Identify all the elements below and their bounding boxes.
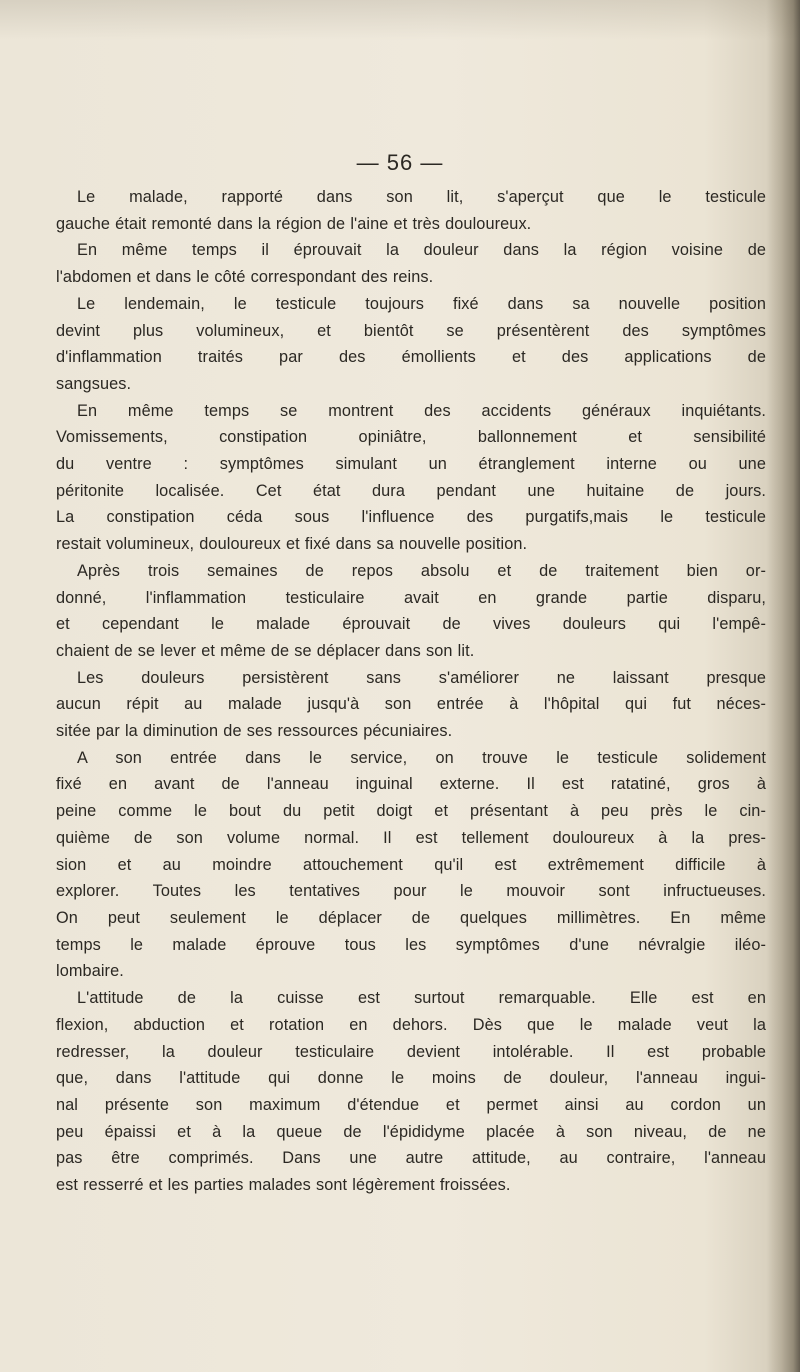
- text-line: La constipation céda sous l'influence des purgatifs,mais le testicule: [56, 508, 766, 527]
- text-line: nal présente son maximum d'étendue et permet ainsi au cordon un: [56, 1095, 766, 1114]
- text-line: Le lendemain, le testicule toujours fixé dans sa nouvelle position: [77, 294, 766, 313]
- text-line: En même temps il éprouvait la douleur dans la région voisine de: [77, 241, 766, 260]
- text-line: sion et au moindre attouchement qu'il est extrêmement difficile à: [56, 855, 766, 874]
- text-line: On peut seulement le déplacer de quelques millimètres. En même: [56, 908, 766, 927]
- text-line: que, dans l'attitude qui donne le moins de douleur, l'anneau ingui-: [56, 1069, 766, 1088]
- page-binding-edge: [766, 0, 800, 1372]
- text-line: est resserré et les parties malades sont légèrement froissées.: [56, 1176, 511, 1195]
- text-line: Après trois semaines de repos absolu et de traitement bien or-: [77, 561, 766, 580]
- text-line: pas être comprimés. Dans une autre attitude, au contraire, l'anneau: [56, 1149, 766, 1168]
- text-line: d'inflammation traités par des émollients et des applications de: [56, 348, 766, 367]
- text-line: quième de son volume normal. Il est tellement douloureux à la pres-: [56, 828, 766, 847]
- page-top-shadow: [0, 0, 800, 40]
- text-line: péritonite localisée. Cet état dura pendant une huitaine de jours.: [56, 481, 766, 500]
- text-line: sitée par la diminution de ses ressources pécuniaires.: [56, 722, 453, 741]
- text-line: temps le malade éprouve tous les symptômes d'une névralgie iléo-: [56, 935, 766, 954]
- text-line: fixé en avant de l'anneau inguinal externe. Il est ratatiné, gros à: [56, 775, 766, 794]
- text-line: et cependant le malade éprouvait de vives douleurs qui l'empê-: [56, 615, 766, 634]
- text-line: Le malade, rapporté dans son lit, s'aperçut que le testicule: [77, 188, 766, 206]
- text-line: explorer. Toutes les tentatives pour le mouvoir sont infructueuses.: [56, 882, 766, 901]
- text-line: redresser, la douleur testiculaire devient intolérable. Il est probable: [56, 1042, 766, 1061]
- text-line: A son entrée dans le service, on trouve le testicule solidement: [77, 748, 766, 767]
- text-line: restait volumineux, douloureux et fixé dans sa nouvelle position.: [56, 535, 528, 554]
- text-line: gauche était remonté dans la région de l'aine et très douloureux.: [56, 214, 532, 233]
- text-line: L'attitude de la cuisse est surtout remarquable. Elle est en: [77, 989, 766, 1008]
- text-line: l'abdomen et dans le côté correspondant des reins.: [56, 268, 434, 287]
- text-line: sangsues.: [56, 374, 132, 393]
- text-line: Les douleurs persistèrent sans s'améliorer ne laissant presque: [77, 668, 766, 687]
- text-line: donné, l'inflammation testiculaire avait en grande partie disparu,: [56, 588, 766, 607]
- text-line: Vomissements, constipation opiniâtre, ballonnement et sensibilité: [56, 428, 766, 447]
- text-line: devint plus volumineux, et bientôt se présentèrent des symptômes: [56, 321, 766, 340]
- text-line: peu épaissi et à la queue de l'épididyme placée à son niveau, de ne: [56, 1122, 766, 1141]
- text-line: du ventre : symptômes simulant un étranglement interne ou une: [56, 455, 766, 474]
- text-line: flexion, abduction et rotation en dehors. Dès que le malade veut la: [56, 1015, 766, 1034]
- text-line: En même temps se montrent des accidents généraux inquiétants.: [77, 401, 766, 420]
- text-line: aucun répit au malade jusqu'à son entrée à l'hôpital qui fut néces-: [56, 695, 766, 714]
- body-text: [56, 184, 766, 1199]
- text-line: lombaire.: [56, 962, 124, 981]
- text-line: chaient de se lever et même de se déplacer dans son lit.: [56, 641, 475, 660]
- page-number: — 56 —: [356, 150, 444, 175]
- text-line: peine comme le bout du petit doigt et présentant à peu près le cin-: [56, 802, 766, 821]
